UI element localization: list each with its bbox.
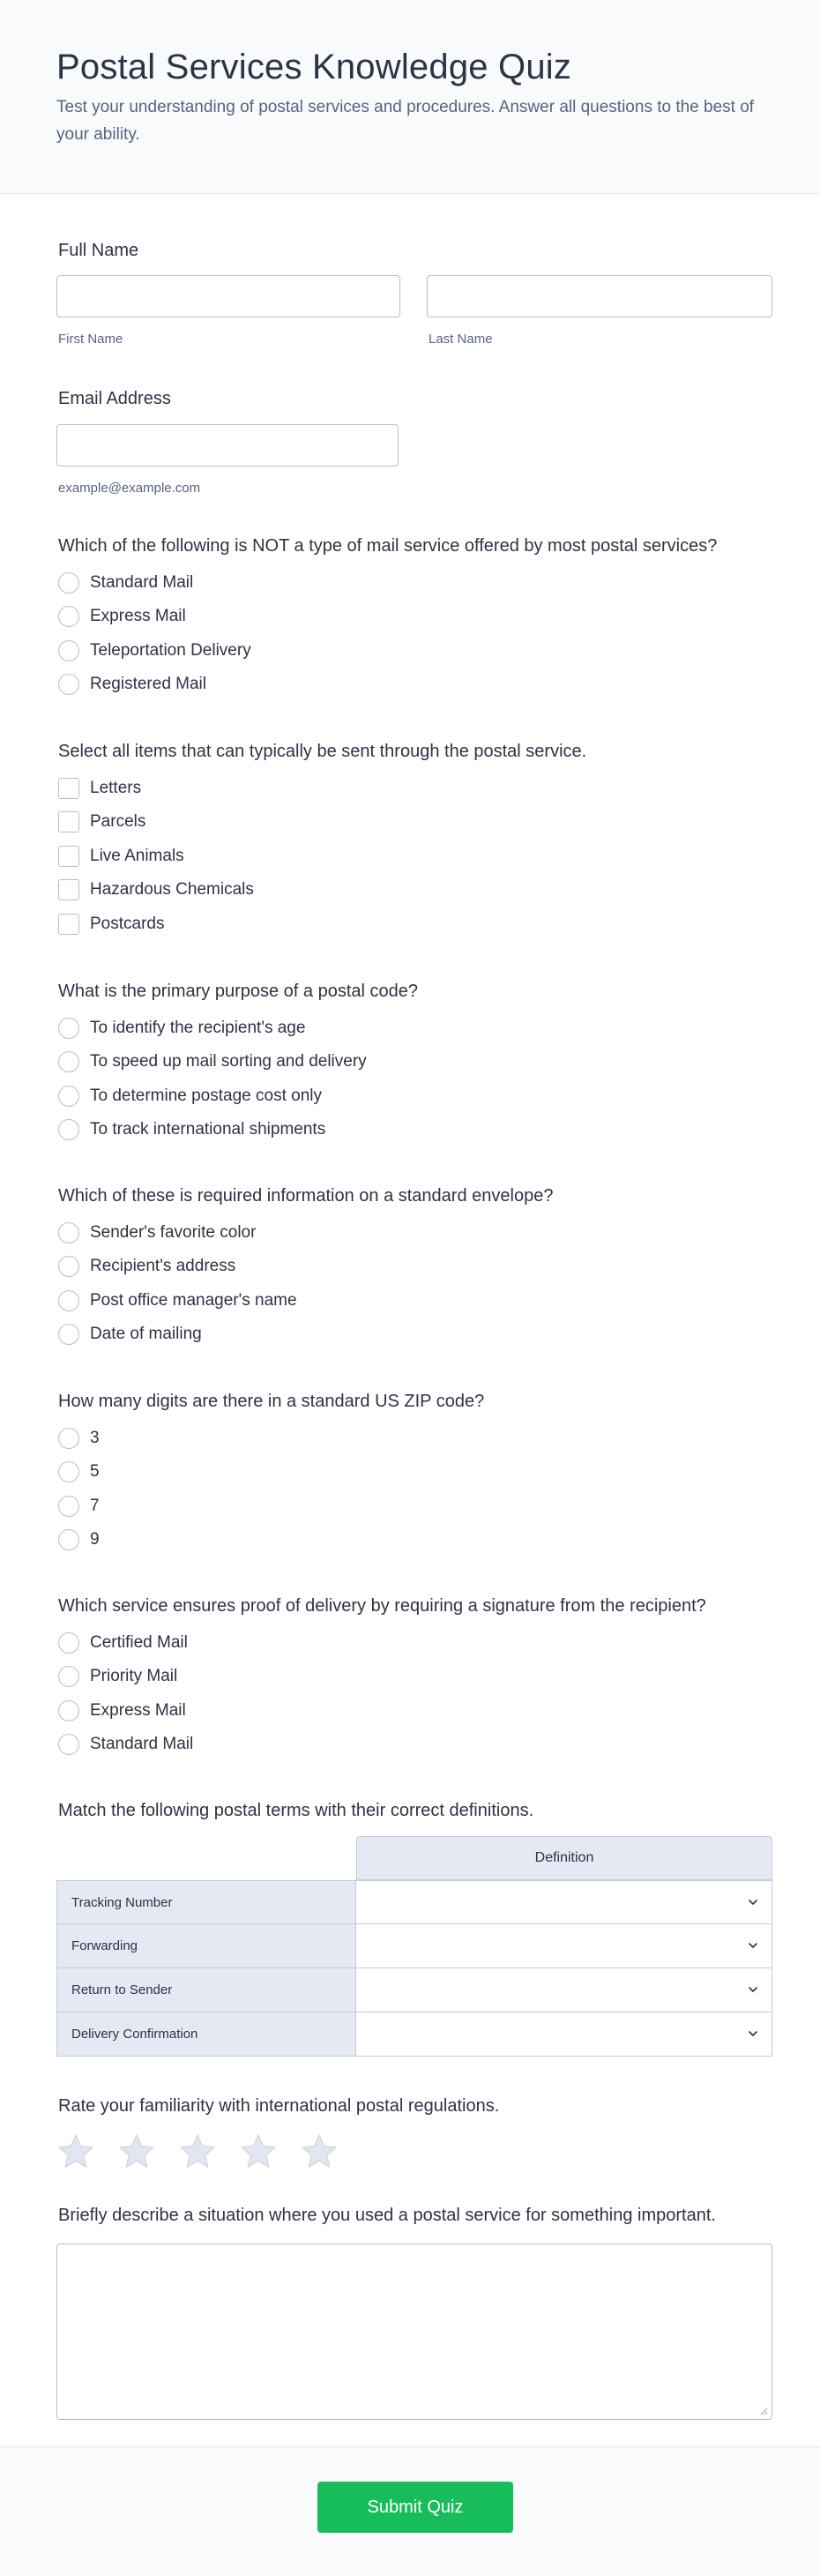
question-proof-of-delivery [58,1594,772,1770]
question-label: Which service ensures proof of delivery by requiring a signature from the recipient? [58,1596,706,1616]
form-header [0,0,820,194]
radio-button[interactable] [58,674,79,695]
checkbox-option[interactable] [58,776,141,801]
matrix-row [56,1968,772,2012]
radio-button[interactable] [58,640,79,661]
radio-option[interactable] [58,672,206,697]
option-label: Date of mailing [90,1325,202,1343]
definition-dropdown[interactable] [356,1924,772,1968]
option-label: Registered Mail [90,675,206,693]
radio-option[interactable] [58,604,186,629]
checkbox[interactable] [58,914,79,935]
matching-table [56,1836,772,2057]
radio-option[interactable] [58,1254,235,1279]
radio-option[interactable] [58,1631,188,1655]
star-icon[interactable] [117,2132,156,2171]
radio-option[interactable] [58,1494,100,1519]
option-label: Express Mail [90,1701,186,1720]
radio-button[interactable] [58,1290,79,1311]
question-label: What is the primary purpose of a postal code? [58,982,418,1001]
radio-button[interactable] [58,1428,79,1449]
option-label: Postcards [90,915,165,933]
question-envelope [58,1183,772,1360]
question-label: Which of the following is NOT a type of mail service offered by most postal services? [58,536,718,556]
question-label: Which of these is required information on a standard envelope? [58,1186,554,1206]
star-icon[interactable] [178,2132,217,2171]
option-label: Live Animals [90,847,184,865]
radio-option[interactable] [58,1732,193,1757]
option-label: Certified Mail [90,1633,188,1652]
option-label: Parcels [90,812,146,831]
definition-dropdown[interactable] [356,2012,772,2057]
question-label: Select all items that can typically be sent through the postal service. [58,742,587,761]
radio-button[interactable] [58,1086,79,1107]
definition-dropdown[interactable] [356,1880,772,1924]
radio-option[interactable] [58,1049,367,1074]
chevron-down-icon [747,2027,759,2040]
option-label: To speed up mail sorting and delivery [90,1052,367,1071]
question-label: Match the following postal terms with their correct definitions. [58,1801,534,1820]
radio-option[interactable] [58,638,251,663]
option-label: 5 [90,1462,100,1481]
option-label: To track international shipments [90,1120,326,1139]
question-label: How many digits are there in a standard US ZIP code? [58,1392,485,1411]
option-label: Recipient's address [90,1257,236,1275]
option-label: 9 [90,1530,100,1549]
form-footer [0,2446,820,2576]
matrix-row-label: Forwarding [56,1924,356,1968]
star-rating [56,2132,361,2171]
checkbox-option[interactable] [58,912,164,937]
radio-button[interactable] [58,1529,79,1550]
radio-button[interactable] [58,1734,79,1755]
radio-option[interactable] [58,1322,202,1347]
form-title: Postal Services Knowledge Quiz [56,48,572,86]
option-label: Priority Mail [90,1667,178,1685]
email-field [58,386,772,501]
radio-option[interactable] [58,1460,100,1484]
option-label: 7 [90,1497,100,1515]
option-label: To identify the recipient's age [90,1019,306,1037]
option-label: Teleportation Delivery [90,641,251,660]
radio-option[interactable] [58,1084,322,1109]
radio-button[interactable] [58,1018,79,1039]
star-icon[interactable] [56,2132,95,2171]
chevron-down-icon [747,1896,759,1908]
checkbox[interactable] [58,778,79,799]
radio-button[interactable] [58,1119,79,1140]
option-label: Post office manager's name [90,1291,297,1310]
form-subtitle: Test your understanding of postal services and procedures. Answer all questions to the best of your ability. [56,98,755,144]
matrix-column-header: Definition [356,1836,772,1880]
radio-button[interactable] [58,1324,79,1345]
option-label: 3 [90,1429,100,1447]
email-input[interactable] [56,424,399,467]
radio-option[interactable] [58,1117,325,1142]
question-mail-service [58,534,772,710]
definition-dropdown[interactable] [356,1968,772,2012]
chevron-down-icon [747,1983,759,1996]
radio-button[interactable] [58,1222,79,1243]
option-label: Express Mail [90,607,186,625]
first-name-sublabel: First Name [58,332,123,347]
checkbox-option[interactable] [58,810,145,834]
email-label: Email Address [58,389,171,408]
full-name-label: Full Name [58,241,139,260]
rating-question [58,2094,772,2120]
matrix-row-label: Delivery Confirmation [56,2012,356,2057]
radio-button[interactable] [58,1051,79,1072]
first-name-input[interactable] [56,275,400,317]
radio-option[interactable] [58,1288,297,1313]
radio-option[interactable] [58,1426,100,1451]
radio-button[interactable] [58,1496,79,1517]
radio-option[interactable] [58,1221,256,1245]
last-name-sublabel: Last Name [429,332,493,347]
radio-button[interactable] [58,1632,79,1654]
matrix-question [58,1798,772,1825]
full-name-field [58,238,772,353]
option-label: Standard Mail [90,1735,194,1753]
question-postal-code [58,979,772,1155]
submit-button[interactable]: Submit Quiz [317,2482,513,2533]
describe-question [58,2203,772,2229]
checkbox[interactable] [58,846,79,867]
radio-button[interactable] [58,606,79,627]
matrix-row [56,2012,772,2057]
chevron-down-icon [747,1939,759,1952]
matrix-row [56,1880,772,1924]
option-label: Hazardous Chemicals [90,880,254,899]
radio-button[interactable] [58,572,79,594]
email-sublabel: example@example.com [58,481,201,496]
radio-option[interactable] [58,1699,186,1723]
radio-option[interactable] [58,571,193,595]
option-label: Sender's favorite color [90,1223,257,1242]
describe-textarea[interactable] [56,2244,772,2420]
radio-option[interactable] [58,1664,177,1689]
option-label: Standard Mail [90,573,194,592]
matrix-row-label: Tracking Number [56,1880,356,1924]
matrix-row [56,1924,772,1968]
radio-option[interactable] [58,1527,100,1552]
question-zip-digits [58,1389,772,1565]
option-label: Letters [90,779,142,797]
checkbox[interactable] [58,811,79,833]
radio-button[interactable] [58,1461,79,1482]
radio-button[interactable] [58,1256,79,1277]
checkbox-option[interactable] [58,844,184,869]
radio-button[interactable] [58,1700,79,1721]
star-icon[interactable] [239,2132,278,2171]
checkbox[interactable] [58,879,79,900]
question-mail-items [58,739,772,951]
radio-button[interactable] [58,1666,79,1687]
radio-option[interactable] [58,1016,305,1041]
resize-handle-icon[interactable] [759,2407,768,2415]
checkbox-option[interactable] [58,877,254,902]
matrix-row-label: Return to Sender [56,1968,356,2012]
question-label: Rate your familiarity with international postal regulations. [58,2096,500,2116]
last-name-input[interactable] [427,275,772,317]
star-icon[interactable] [300,2132,339,2171]
question-label: Briefly describe a situation where you used a postal service for something important. [58,2206,716,2225]
option-label: To determine postage cost only [90,1086,322,1105]
